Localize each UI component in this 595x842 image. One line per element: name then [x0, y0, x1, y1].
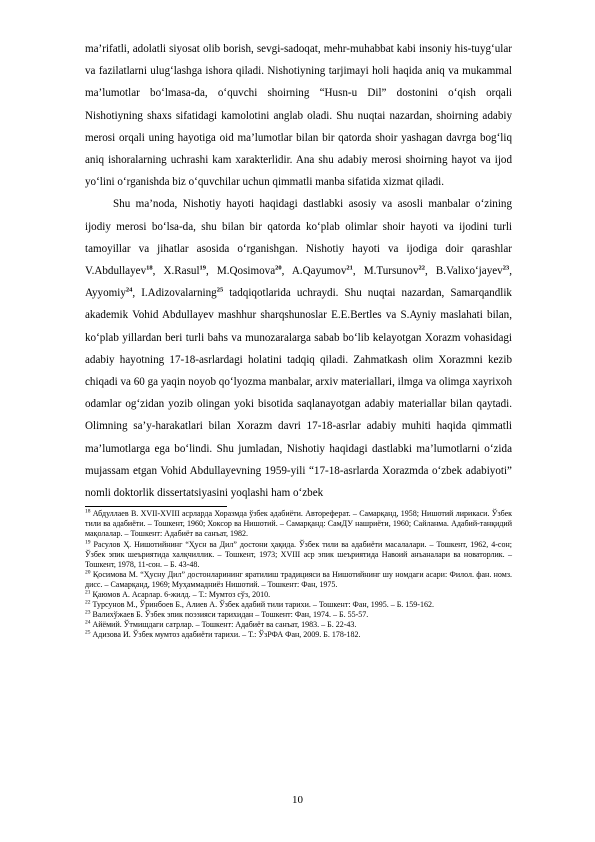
footnote-text: Турсунов М., Ўринбоев Б., Алиев А. Ўзбек адабий тили тарихи. – Тошкент: Фан, 1995. – Б. 159-162. [90, 600, 434, 610]
footnote-text: Қосимова М. “Ҳусну Дил” достонларининг яратилиш традицияси ва Нишотийнинг шу номдаги асари: Филол. фан. номз. дисс. – Самарқанд, 1969; Муҳаммадниёз Нишотий. – Тошкент: Фан, 1975. [85, 569, 512, 589]
paragraph-text: Shu ma’noda, Nishotiy hayoti haqidagi dastlabki asosiy va asosli manbalar o‘zining ijodiy merosi bo‘lsa-da, shu bilan bir qatorda ko‘plab olimlar shoir hayoti va ijodini turli tamoyillar va jihatlar asosida o‘rganishgan. Nishotiy hayoti va ijodiga doir qarashlar V.Abdullayev [85, 198, 512, 278]
page-number: 10 [292, 794, 303, 806]
paragraph-text: , I.Adizovalarning [132, 287, 217, 300]
footnote [85, 590, 512, 600]
footnote [85, 630, 512, 640]
paragraph-text: ma’rifatli, adolatli siyosat olib borish, sevgi-sadoqat, mehr-muhabbat kabi insoniy his-tuyg‘ular va fazilatlarni ulug‘lashga ishora qiladi. Nishotiyning tarjimayi holi haqida aniq va mukammal ma’lumotlar bo‘lmasa-da, o‘quvchi shoirning “Husn-u Dil” dostonini o‘qish orqali Nishotiyning shaxs sifatidagi kamolotini anglab oladi. Shu nuqtai nazardan, shoirning adabiy merosi orqali uning hayotiga oid ma’lumotlar bilan bir qatorda shoir yashagan davrga bog‘liq aniq ishoralarning uchrashi kam xarakterlidir. Ana shu adabiy merosi shoirning hayot va ijod yo‘lini o‘rganishda biz o‘quvchilar uchun qimmatli manba sifatida xizmat qiladi. [85, 43, 512, 189]
footnote [85, 620, 512, 630]
footnote-ref: 24 [125, 286, 133, 294]
footnote-number: 24 [85, 619, 91, 626]
paragraph-text: , X.Rasul [152, 265, 200, 278]
footnote-ref: 23 [502, 264, 510, 272]
footnote-number: 22 [85, 599, 91, 606]
footnote-text: Абдуллаев В. XVII-XVIII асрларда Хоразмда ўзбек адабиёти. Автореферат. – Самарқанд, 1958; Нишотий лирикаси. Ўзбек тили ва адабиёти. – Тошкент, 1960; Хоксор ва Нишотий. – Самарқанд: СамДУ нашриёти, 1960; Сайланма. Адабий-танқидий мақолалар. – Тошкент: Адабиёт ва санъат, 1982. [85, 509, 512, 539]
body-text [85, 38, 512, 504]
footnote-number: 18 [85, 508, 91, 515]
footnote-separator [85, 506, 227, 507]
paragraph-text: tadqiqotlarida uchraydi. Shu nuqtai nazardan, Samarqandlik akademik Vohid Abdullayev mashhur sharqshunoslar E.E.Bertles va S.Ayniy maslahati bilan, ko‘plab yillardan beri turli bahs va munozaralarga sabab bo‘lib kelayotgan Xorazm vohasidagi adabiy hayotning 17-18-asrlardagi holatini tadqiq qiladi. Zahmatkash olim Xorazmni kezib chiqadi va 60 ga yaqin noyob qo‘lyozma manbalar, arxiv materiallari, ilmga va olimga xayrixoh odamlar og‘zidan yozib olingan yoki bisotida saqlanayotgan adabiy materiallar bilan qaytadi. Olimning sa’y-harakatlari bilan Xorazm davri 17-18-asrlar adabiy muhiti haqida qimmatli ma’lumotlarga ega bo‘lindi. Shu jumladan, Nishotiy haqidagi dastlabki ma’lumotlarni o‘zida mujassam etgan Vohid Abdullayevning 1959-yili “17-18-asrlarda Xorazmda o‘zbek adabiyoti” nomli doktorlik dissertatsiyasini yoqlashi ham o‘zbek [85, 287, 512, 500]
paragraph-text: , Ayyomiy [85, 265, 512, 300]
footnote-ref: 22 [418, 264, 426, 272]
footnote-text: Валихўжаев Б. Ўзбек эпик поэзияси тарихидан – Тошкент: Фан, 1974. – Б. 55-57. [90, 610, 369, 620]
paragraph [85, 38, 512, 193]
footnote [85, 509, 512, 539]
footnote-ref: 25 [216, 286, 224, 294]
footnote-ref: 19 [199, 264, 207, 272]
footnotes [85, 509, 512, 640]
paragraph [85, 193, 512, 504]
footnote-ref: 20 [275, 264, 282, 272]
paragraph-text: , M.Tursunov [352, 265, 419, 278]
paragraph-text: , B.Valixo‘jayev [425, 265, 503, 278]
paragraph-text: , M.Qosimova [206, 265, 276, 278]
footnote-number: 20 [85, 569, 91, 576]
footnote-text: Адизова И. Ўзбек мумтоз адабиёти тарихи. – Т.: ЎзРФА Фан, 2009. Б. 178-182. [90, 630, 361, 640]
footnote-ref: 18 [146, 264, 153, 272]
footnote-number: 21 [85, 589, 91, 596]
footnote-number: 19 [85, 538, 91, 545]
footnote [85, 610, 512, 620]
footnote [85, 600, 512, 610]
footnote-text: Расулов Ҳ. Нишотийнинг “Ҳусн ва Дил” достони ҳақида. Ўзбек тили ва адабиёти масалалари. – Тошкент, 1962, 4-сон; Ўзбек эпик шеъриятида халқчиллик. – Тошкент, 1973; XVIII аср эпик шеъриятида Навоий анъаналари ва новаторлик. – Тошкент, 1978, 11-сон. – Б. 43-48. [85, 539, 512, 569]
footnote-number: 23 [85, 609, 91, 616]
footnote [85, 570, 512, 590]
footnote-text: Айёмий. Ўтмишдаги сатрлар. – Тошкент: Адабиёт ва санъат, 1983. – Б. 22-43. [90, 620, 357, 630]
footnote-text: Қаюмов А. Асарлар. 6-жилд. – Т.: Мумтоз сўз, 2010. [90, 590, 271, 600]
footnote [85, 540, 512, 570]
footnote-number: 25 [85, 629, 91, 636]
paragraph-text: , A.Qayumov [281, 265, 347, 278]
document-page [85, 38, 512, 640]
footnote-ref: 21 [346, 264, 353, 272]
